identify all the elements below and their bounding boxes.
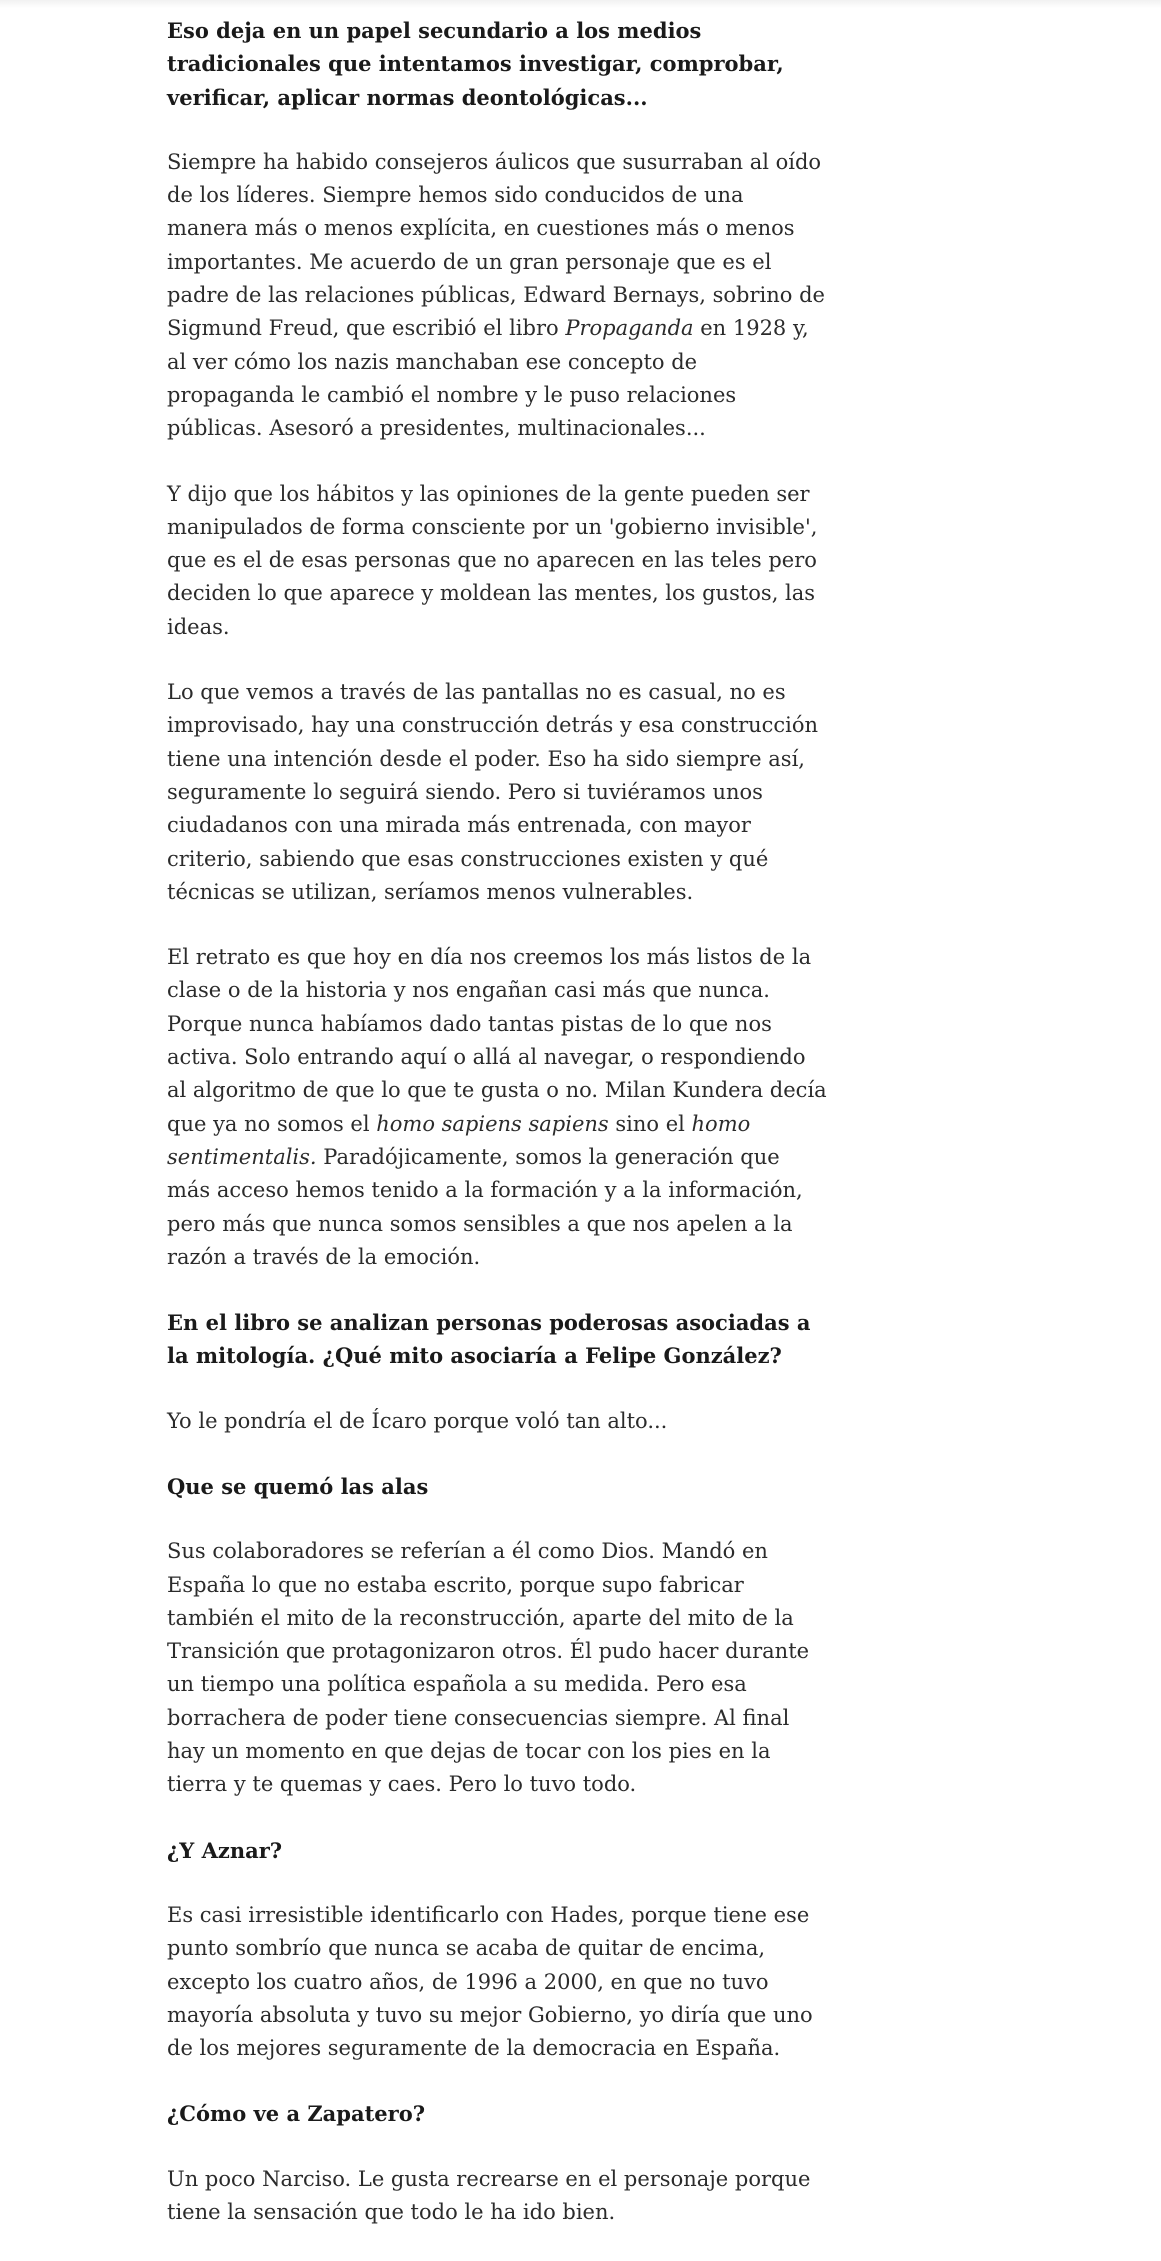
answer-text: sino el: [608, 1111, 692, 1136]
interview-question: Que se quemó las alas: [167, 1473, 429, 1499]
interview-answer: [167, 146, 827, 446]
answer-text: en 1928 y, al ver cómo los nazis manchaban ese concepto de propaganda le cambió el nombre y le puso relaciones públicas. Asesoró a presidentes, multinacionales...: [167, 316, 809, 441]
interview-question: Eso deja en un papel secundario a los medios tradicionales que intentamos investigar, comprobar, verificar, aplicar normas deontológicas...: [167, 18, 784, 110]
interview-question: ¿Cómo ve a Zapatero?: [167, 2101, 426, 2127]
interview-question: En el libro se analizan personas poderosas asociadas a la mitología. ¿Qué mito asociaría a Felipe González?: [167, 1310, 811, 1369]
interview-answer: Un poco Narciso. Le gusta recrearse en el personaje porque tiene la sensación que todo le ha ido bien.: [167, 2166, 811, 2225]
interview-answer: Sus colaboradores se referían a él como Dios. Mandó en España lo que no estaba escrito, porque supo fabricar también el mito de la reconstrucción, aparte del mito de la Transición que protagonizaron otros. Él pudo hacer durante un tiempo una política española a su medida. Pero esa borrachera de poder tiene consecuencias siempre. Al final hay un momento en que dejas de tocar con los pies en la tierra y te quemas y caes. Pero lo tuvo todo.: [167, 1539, 810, 1797]
answer-text: Paradójicamente, somos la generación que más acceso hemos tenido a la formación y a la información, pero más que nunca somos sensibles a que nos apelen a la razón a través de la emoción.: [167, 1144, 803, 1269]
interview-answer: Y dijo que los hábitos y las opiniones de la gente pueden ser manipulados de forma consciente por un 'gobierno invisible', que es el de esas personas que no aparecen en las teles pero deciden lo que aparece y moldean las mentes, los gustos, las ideas.: [167, 481, 818, 639]
answer-text: El retrato es que hoy en día nos creemos los más listos de la clase o de la historia y nos engañan casi más que nunca. Porque nunca habíamos dado tantas pistas de lo que nos activa. Solo entrando aquí o allá al navegar, o respondiendo al algoritmo de que lo que te gusta o no. Milan Kundera decía que ya no somos el: [167, 945, 827, 1136]
interview-article: [167, 14, 827, 2261]
top-edge-shadow: [0, 0, 1161, 8]
latin-term: homo sapiens sapiens: [376, 1111, 609, 1136]
book-title: Propaganda: [565, 316, 694, 341]
interview-answer: [167, 941, 827, 1274]
answer-text: Siempre ha habido consejeros áulicos que susurraban al oído de los líderes. Siempre hemos sido conducidos de una manera más o menos explícita, en cuestiones más o menos importantes. Me acuerdo de un gran personaje que es el padre de las relaciones públicas, Edward Bernays, sobrino de Sigmund Freud, que escribió el libro: [167, 149, 825, 341]
latin-term: homo sentimentalis.: [167, 1111, 751, 1169]
interview-answer: Lo que vemos a través de las pantallas no es casual, no es improvisado, hay una construcción detrás y esa construcción tiene una intención desde el poder. Eso ha sido siempre así, seguramente lo seguirá siendo. Pero si tuviéramos unos ciudadanos con una mirada más entrenada, con mayor criterio, sabiendo que esas construcciones existen y qué técnicas se utilizan, seríamos menos vulnerables.: [167, 680, 819, 904]
interview-answer: Es casi irresistible identificarlo con Hades, porque tiene ese punto sombrío que nunca se acaba de quitar de encima, excepto los cuatro años, de 1996 a 2000, en que no tuvo mayoría absoluta y tuvo su mejor Gobierno, yo diría que uno de los mejores seguramente de la democracia en España.: [167, 1902, 813, 2061]
interview-answer: Yo le pondría el de Ícaro porque voló tan alto...: [167, 1408, 668, 1433]
interview-question: ¿Y Aznar?: [167, 1837, 283, 1863]
